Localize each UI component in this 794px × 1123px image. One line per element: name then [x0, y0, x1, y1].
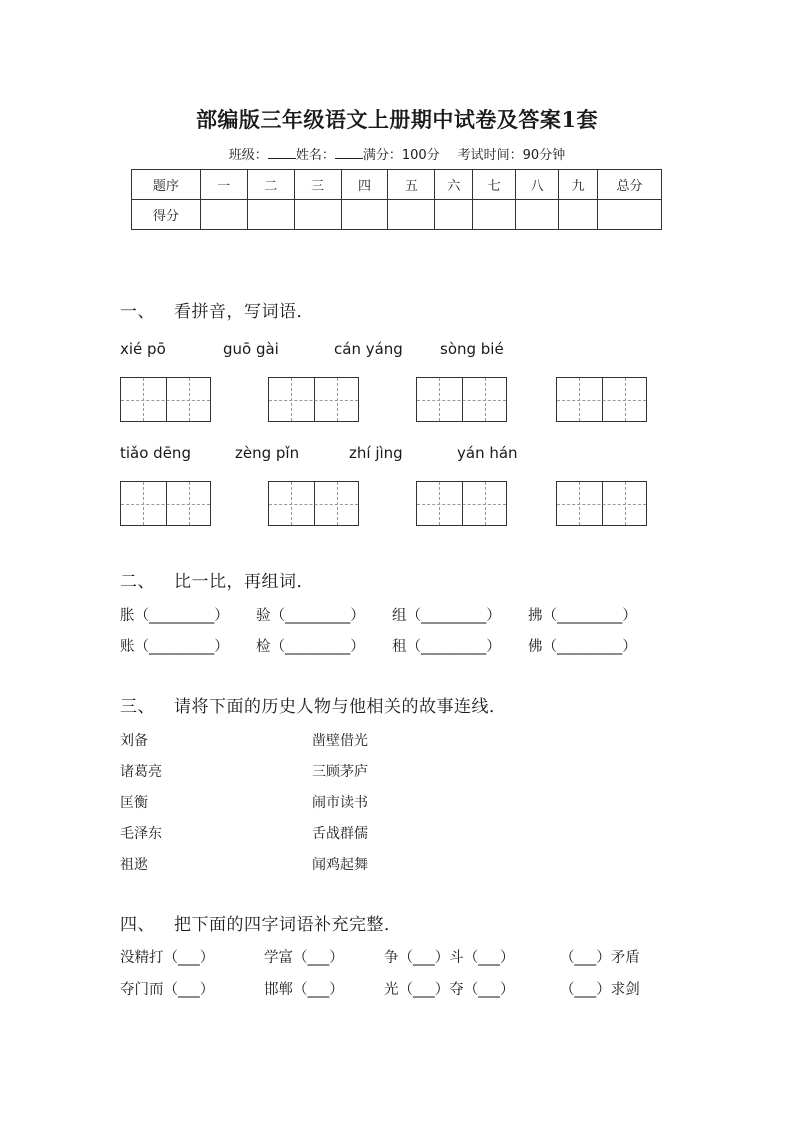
score-header-cell: 八: [516, 170, 559, 200]
score-cell[interactable]: [559, 200, 598, 230]
pinyin-word: zhí jìng: [349, 444, 403, 462]
section-number: 三、: [120, 697, 155, 717]
idiom-item[interactable]: 没精打（___）: [120, 950, 215, 966]
score-value-row: [132, 200, 662, 230]
score-header-cell: 九: [559, 170, 598, 200]
compare-item[interactable]: 组（_________）: [392, 608, 501, 624]
writing-box[interactable]: [268, 377, 359, 422]
score-cell[interactable]: [473, 200, 516, 230]
score-cell[interactable]: [200, 200, 247, 230]
compare-item[interactable]: 检（_________）: [256, 639, 365, 655]
score-cell[interactable]: [247, 200, 294, 230]
writing-grid-row-1: [120, 377, 660, 423]
section-title: 请将下面的历史人物与他相关的故事连线．: [174, 697, 507, 717]
writing-box[interactable]: [268, 481, 359, 526]
section-title: 把下面的四字词语补充完整．: [174, 915, 402, 935]
time-label: 考试时间：90分钟: [457, 148, 566, 163]
pinyin-word: cán yáng: [334, 340, 403, 358]
idiom-item[interactable]: 学富（___）: [264, 950, 344, 966]
score-cell[interactable]: [516, 200, 559, 230]
class-blank[interactable]: [268, 146, 296, 159]
idiom-item[interactable]: 争（___）斗（___）: [384, 950, 515, 966]
idiom-row-2: [120, 978, 680, 1000]
score-cell[interactable]: [294, 200, 341, 230]
score-header-cell: 四: [341, 170, 388, 200]
page-title: 部编版三年级语文上册期中试卷及答案1套: [195, 107, 599, 132]
exam-info: [0, 144, 794, 163]
pinyin-word: zèng pǐn: [235, 444, 300, 462]
score-label: 满分：100分: [362, 148, 440, 163]
score-header-cell: 题序: [132, 170, 201, 200]
score-header-cell: 一: [200, 170, 247, 200]
idiom-row-1: [120, 946, 680, 968]
score-table: [131, 169, 662, 230]
name-label: 姓名：: [295, 148, 335, 163]
compare-item[interactable]: 租（_________）: [392, 639, 501, 655]
person-name[interactable]: 祖逖: [120, 857, 148, 873]
section-number: 一、: [120, 302, 155, 322]
writing-box[interactable]: [556, 481, 647, 526]
pinyin-row-1: [120, 340, 660, 362]
idiom-item[interactable]: 光（___）夺（___）: [384, 982, 515, 998]
section-number: 四、: [120, 915, 155, 935]
person-name[interactable]: 匡衡: [120, 795, 148, 811]
person-name[interactable]: 刘备: [120, 733, 148, 749]
score-header-cell: 总分: [598, 170, 662, 200]
story-name[interactable]: 闹市读书: [312, 795, 368, 811]
score-cell[interactable]: [388, 200, 435, 230]
compare-item[interactable]: 佛（_________）: [528, 639, 637, 655]
section-title: 看拼音，写词语．: [174, 302, 314, 322]
class-label: 班级：: [228, 148, 268, 163]
writing-box[interactable]: [120, 481, 211, 526]
compare-item[interactable]: 验（_________）: [256, 608, 365, 624]
score-header-row: [132, 170, 662, 200]
section-1-heading: [120, 297, 314, 322]
compare-item[interactable]: 胀（_________）: [120, 608, 229, 624]
score-header-cell: 五: [388, 170, 435, 200]
idiom-item[interactable]: 邯郸（___）: [264, 982, 344, 998]
compare-row-1: [120, 604, 680, 626]
pinyin-row-2: [120, 444, 660, 466]
section-3-heading: [120, 692, 507, 717]
idiom-item[interactable]: （___）矛盾: [560, 950, 640, 966]
writing-box[interactable]: [556, 377, 647, 422]
score-row-label: 得分: [132, 200, 201, 230]
pinyin-word: tiǎo dēng: [120, 444, 191, 462]
writing-box[interactable]: [416, 377, 507, 422]
writing-box[interactable]: [416, 481, 507, 526]
idiom-item[interactable]: （___）求剑: [560, 982, 640, 998]
story-name[interactable]: 凿壁借光: [312, 733, 368, 749]
section-4-heading: [120, 910, 402, 935]
pinyin-word: xié pō: [120, 340, 166, 358]
name-blank[interactable]: [335, 146, 363, 159]
writing-box[interactable]: [120, 377, 211, 422]
story-name[interactable]: 舌战群儒: [312, 826, 368, 842]
score-cell[interactable]: [435, 200, 473, 230]
score-header-cell: 三: [294, 170, 341, 200]
person-name[interactable]: 毛泽东: [120, 826, 162, 842]
story-name[interactable]: 闻鸡起舞: [312, 857, 368, 873]
score-cell[interactable]: [341, 200, 388, 230]
person-name[interactable]: 诸葛亮: [120, 764, 162, 780]
score-header-cell: 六: [435, 170, 473, 200]
pinyin-word: guō gài: [223, 340, 279, 358]
pinyin-word: yán hán: [457, 444, 518, 462]
section-number: 二、: [120, 572, 155, 592]
story-name[interactable]: 三顾茅庐: [312, 764, 368, 780]
score-header-cell: 七: [473, 170, 516, 200]
compare-item[interactable]: 账（_________）: [120, 639, 229, 655]
section-2-heading: [120, 567, 314, 592]
score-cell[interactable]: [598, 200, 662, 230]
compare-row-2: [120, 635, 680, 657]
idiom-item[interactable]: 夺门而（___）: [120, 982, 215, 998]
score-header-cell: 二: [247, 170, 294, 200]
section-title: 比一比，再组词．: [174, 572, 314, 592]
pinyin-word: sòng bié: [440, 340, 504, 358]
compare-item[interactable]: 拂（_________）: [528, 608, 637, 624]
writing-grid-row-2: [120, 481, 660, 527]
